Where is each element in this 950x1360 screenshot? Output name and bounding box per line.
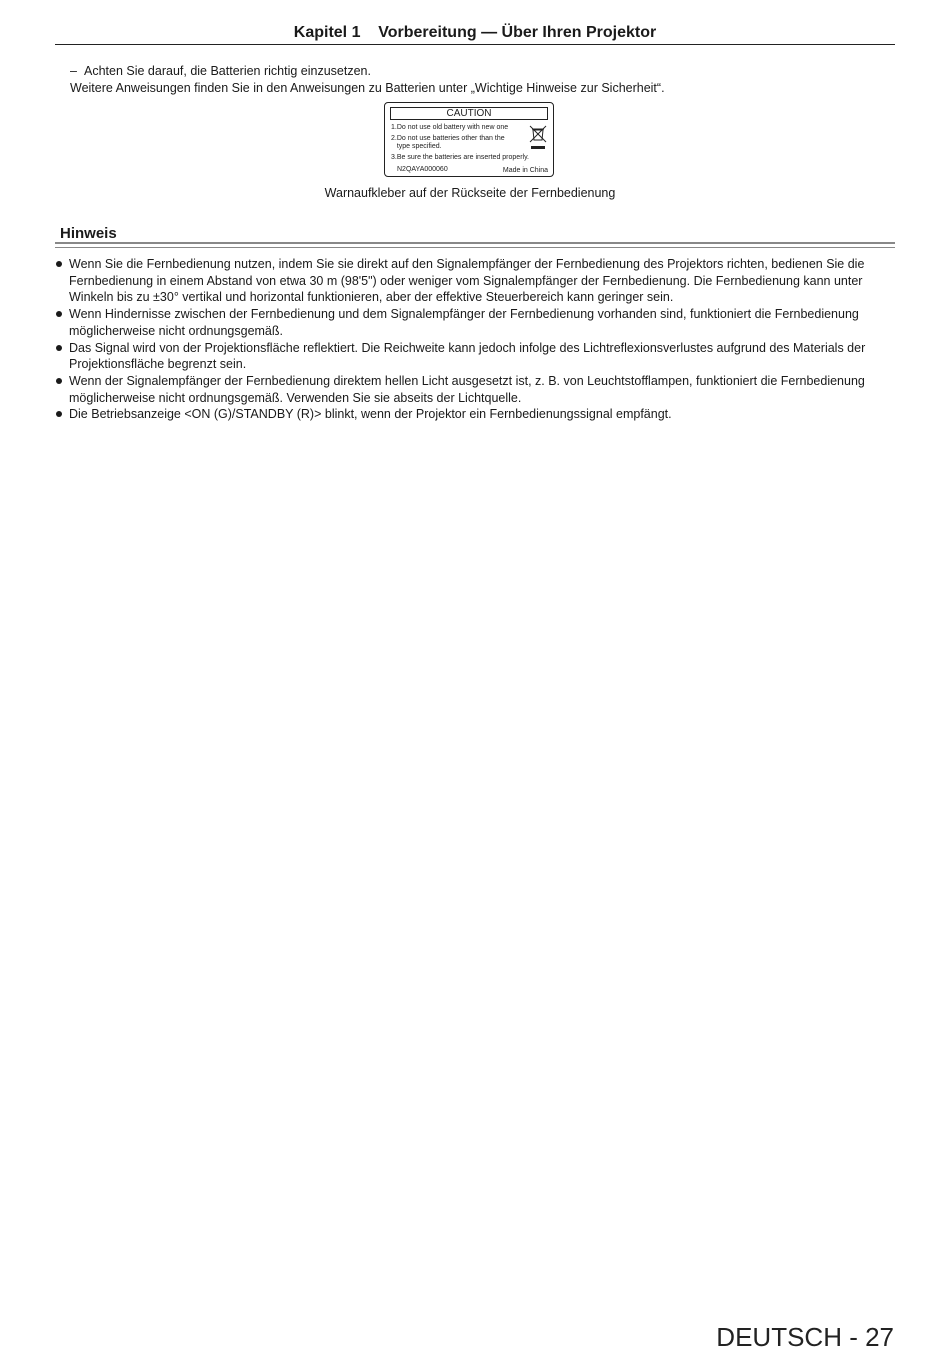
list-item xyxy=(55,373,897,406)
list-item xyxy=(55,340,897,373)
crossed-out-bin-icon xyxy=(529,125,547,151)
label-item-3: 3.Be sure the batteries are inserted properly. xyxy=(391,154,530,161)
caution-title: CAUTION xyxy=(390,107,548,120)
note-divider xyxy=(55,242,895,248)
page-number: DEUTSCH - 27 xyxy=(716,1322,894,1352)
label-item-2b: type specified. xyxy=(391,143,442,150)
intro-line-2: Weitere Anweisungen finden Sie in den Anweisungen zu Batterien unter „Wichtige Hinweise zur Sicherheit“. xyxy=(70,81,665,95)
bullet-dot-icon xyxy=(56,345,62,351)
bullet-text: Wenn der Signalempfänger der Fernbedienung direktem hellen Licht ausgesetzt ist, z. B. von Leuchtstofflampen, funktioniert die Fernbedienung möglicherweise nicht ordnungsgemäß. Verwenden Sie sie abseits der Lichtquelle. xyxy=(69,373,865,405)
bullet-text: Wenn Hindernisse zwischen der Fernbedienung und dem Signalempfänger der Fernbedienung vorhanden sind, funktioniert die Fernbedienung möglicherweise nicht ordnungsgemäß. xyxy=(69,307,859,338)
bullet-dot-icon xyxy=(56,378,62,384)
bullet-text: Wenn Sie die Fernbedienung nutzen, indem Sie sie direkt auf den Signalempfänger der Fernbedienung des Projektors richten, bedienen Sie die Fernbedienung in einem Abstand von etwa 30 m (98'5") oder weniger vom Signalempfänger der Fernbedienung. Die Fernbedienung kann unter Winkeln bis zu ±30° vertikal und horizontal funktionieren, aber der effektive Steuerbereich kann geringer sein. xyxy=(69,257,865,305)
intro-dash-item xyxy=(70,64,371,78)
bullet-dot-icon xyxy=(56,311,62,317)
caution-label-illustration xyxy=(384,102,554,177)
label-item-1: 1.Do not use old battery with new one xyxy=(391,124,509,131)
bullet-dot-icon xyxy=(56,411,62,417)
intro-line-1: Achten Sie darauf, die Batterien richtig einzusetzen. xyxy=(84,64,371,78)
dash-marker: – xyxy=(70,64,77,78)
list-item xyxy=(55,306,897,339)
bullet-text: Die Betriebsanzeige <ON (G)/STANDBY (R)> blinkt, wenn der Projektor ein Fernbedienungssignal empfängt. xyxy=(69,407,672,422)
label-code: N2QAYA000060 xyxy=(397,166,448,173)
note-heading: Hinweis xyxy=(60,225,117,242)
figure-caption: Warnaufkleber auf der Rückseite der Fernbedienung xyxy=(324,186,616,200)
note-bullet-list xyxy=(55,256,897,423)
bullet-text: Das Signal wird von der Projektionsfläche reflektiert. Die Reichweite kann jedoch infolge des Lichtreflexionsverlustes aufgrund des Materials der Projektionsfläche begrenzt sein. xyxy=(69,340,866,372)
label-item-2a: 2.Do not use batteries other than the xyxy=(391,135,505,142)
chapter-header: Kapitel 1 Vorbereitung — Über Ihren Projektor xyxy=(55,24,895,45)
list-item xyxy=(55,256,897,306)
bullet-dot-icon xyxy=(56,261,62,267)
label-made-in: Made in China xyxy=(502,167,548,174)
list-item xyxy=(55,406,897,423)
